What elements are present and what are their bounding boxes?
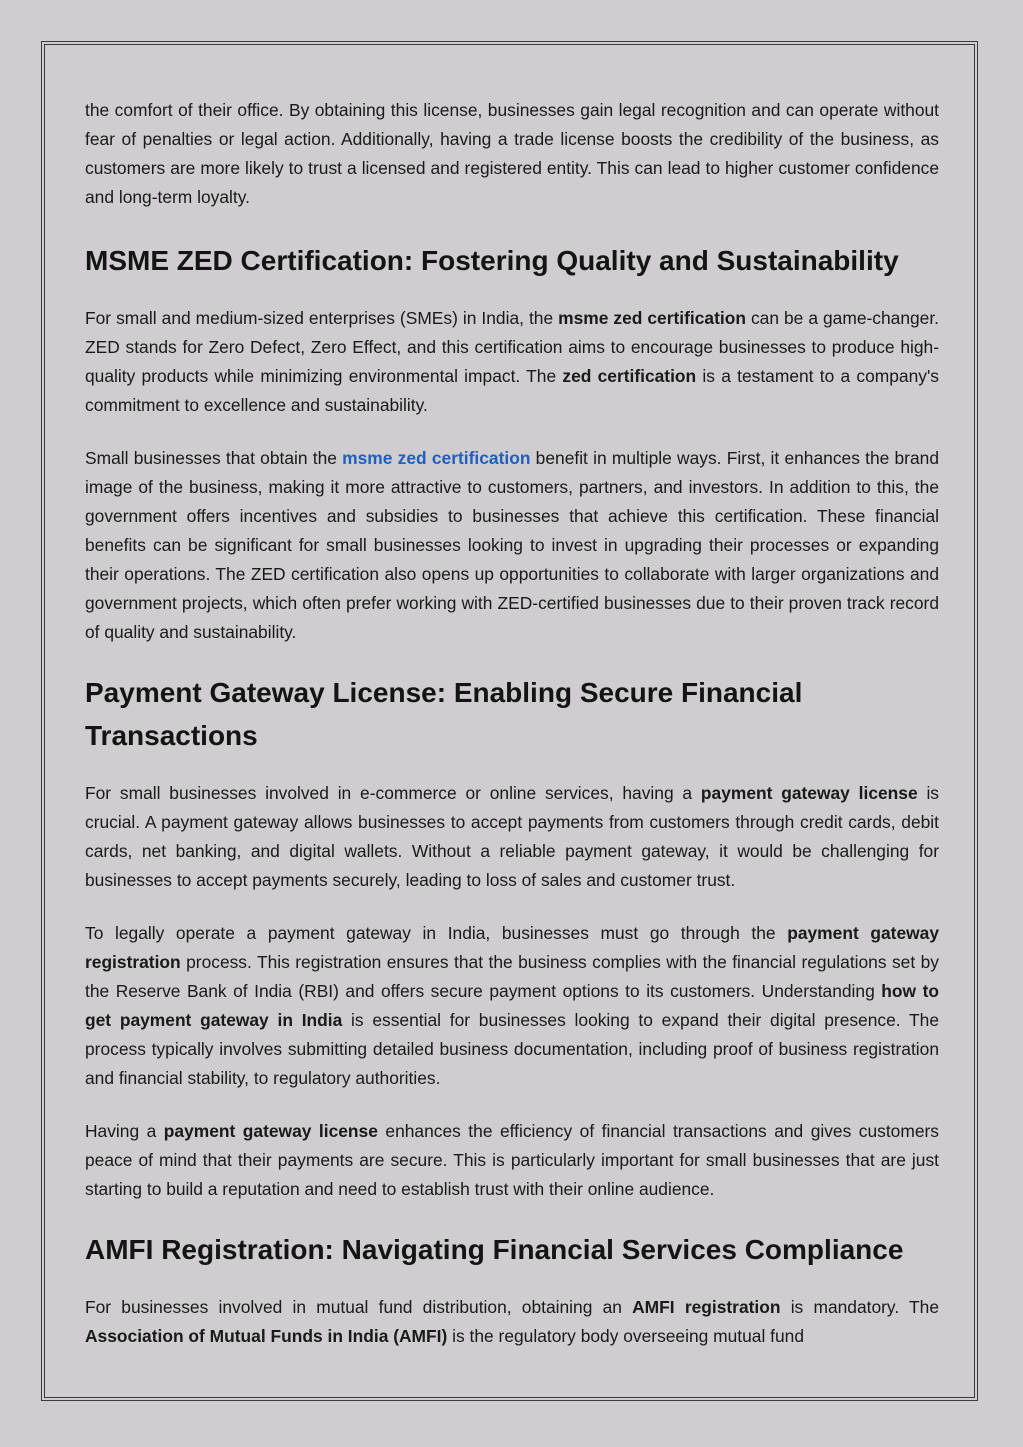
paragraph-payment-gateway-intro: For small businesses involved in e-commerce or online services, having a payment gateway license is crucial. A payment gateway allows businesses to accept payments from customers through credit cards, debit cards, net banking, and digital wallets. Without a reliable payment gateway, it would be challenging for businesses to accept payments securely, leading to loss of sales and customer trust. (85, 783, 940, 890)
heading-payment-gateway: Payment Gateway License: Enabling Secure Financial Transactions (85, 677, 803, 751)
heading-msme-zed: MSME ZED Certification: Fostering Quality and Sustainability (85, 245, 899, 276)
bold-zed-certification: zed certification (562, 366, 697, 386)
msme-zed-certification-link[interactable]: msme zed certification (342, 448, 531, 468)
paragraph-payment-gateway-registration: To legally operate a payment gateway in India, businesses must go through the payment gateway registration process. This registration ensures that the business complies with the financial regulations set by the Reserve Bank of India (RBI) and offers secure payment options to its customers. Understanding how to get payment gateway in India is essential for businesses looking to expand their digital presence. The process typically involves submitting detailed business documentation, including proof of business registration and financial stability, to regulatory authorities. (85, 923, 940, 1088)
paragraph-trade-license-benefits: the comfort of their office. By obtaining this license, businesses gain legal recognition and can operate without fear of penalties or legal action. Additionally, having a trade license boosts the credibility of the business, as customers are more likely to trust a licensed and registered entity. This can lead to higher customer confidence and long-term loyalty. (85, 100, 939, 207)
bold-msme-zed-certification: msme zed certification (558, 308, 746, 328)
paragraph-msme-intro: For small and medium-sized enterprises (SMEs) in India, the msme zed certification can be a game-changer. ZED stands for Zero Defect, Zero Effect, and this certification aims to encourage businesses to produce high-quality products while minimizing environmental impact. The zed certification is a testament to a company's commitment to excellence and sustainability. (85, 308, 939, 415)
paragraph-msme-benefits: Small businesses that obtain the msme zed certification benefit in multiple ways. First, it enhances the brand image of the business, making it more attractive to customers, partners, and investors. In addition to this, the government offers incentives and subsidies to businesses that achieve this certification. These financial benefits can be significant for small businesses looking to invest in upgrading their processes or expanding their operations. The ZED certification also opens up opportunities to collaborate with larger organizations and government projects, which often prefer working with ZED-certified businesses due to their proven track record of quality and sustainability. (85, 448, 939, 642)
bold-amfi-registration: AMFI registration (632, 1297, 781, 1317)
heading-amfi-registration: AMFI Registration: Navigating Financial Services Compliance (85, 1234, 904, 1265)
paragraph-payment-gateway-benefits: Having a payment gateway license enhances the efficiency of financial transactions and gives customers peace of mind that their payments are secure. This is particularly important for small businesses that are just starting to build a reputation and need to establish trust with their online audience. (85, 1121, 940, 1199)
bold-payment-gateway-license-2: payment gateway license (163, 1121, 378, 1141)
bold-amfi-full-name: Association of Mutual Funds in India (AMFI) (85, 1326, 448, 1346)
bold-payment-gateway-registration: payment gateway registration (85, 923, 939, 972)
bold-how-to-get-payment-gateway: how to get payment gateway in India (85, 981, 939, 1030)
paragraph-amfi-intro: For businesses involved in mutual fund distribution, obtaining an AMFI registration is mandatory. The Association of Mutual Funds in India (AMFI) is the regulatory body overseeing mutual fund (85, 1297, 940, 1346)
bold-payment-gateway-license: payment gateway license (700, 783, 918, 803)
document-body (85, 96, 939, 1375)
